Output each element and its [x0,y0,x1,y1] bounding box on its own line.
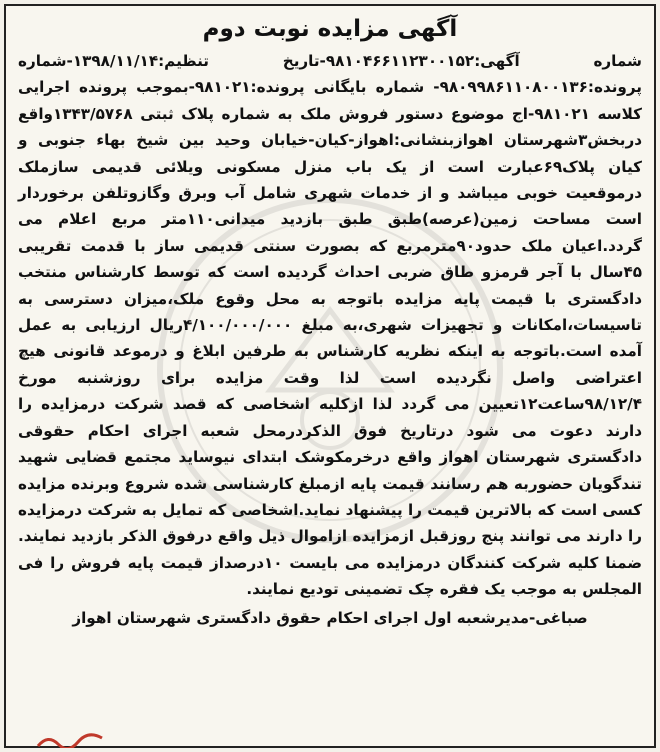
notice-title: آگهی مزایده نوبت دوم [202,16,458,42]
auction-notice [4,4,656,748]
notice-body: شماره آگهی:۹۸۱۰۴۶۶۱۱۲۳۰۰۱۵۲-تاریخ تنظیم:۱۳۹۸/۱۱/۱۴-شماره پرونده:۹۸۰۹۹۸۶۱۱۰۸۰۰۱۳۶- شماره بایگانی پرونده:۹۸۱۰۲۱-بموجب پرونده اجرایی کلاسه ۹۸۱۰۲۱-اج موضوع دستور فروش ملک به شماره پلاک ثبتی ۱۳۴۳/۵۷۶۸واقع دربخش۳شهرستان اهوازبنشانی:اهواز-کیان-خیابان وحید بین شیخ بهاء جنوبی و کیان پلاک۶۹عبارت است از یک باب منزل مسکونی ویلائی قدیمی سازملک درموقعیت خوبی میباشد و از خدمات شهری شامل آب وبرق وگازوتلفن برخوردار است مساحت زمین(عرصه)طبق طبق بازدید میدانی۱۱۰متر مربع اعلام می گردد.اعیان ملک حدود۹۰مترمربع که بصورت سنتی قدیمی ساز با قدمت تقریبی ۴۵سال با آجر قرمزو طاق ضربی احداث گردیده است که توسط کارشناس منتخب دادگستری با قیمت پایه مزایده باتوجه به محل وقوع ملک،میزان دسترسی به تاسیسات،امکانات و تجهیزات شهری،به مبلغ ۴/۱۰۰/۰۰۰/۰۰۰ریال ارزیابی به عمل آمده است.باتوجه به اینکه نظریه کارشناس به طرفین ابلاغ و درموعد قانونی هیچ اعتراضی واصل نگردیده است لذا وقت مزایده برای روزشنبه مورخ ۹۸/۱۲/۴ساعت۱۲تعیین می گردد لذا ازکلیه اشخاصی که قصد شرکت درمزایده را دارند دعوت می شود درتاریخ فوق الذکردرمحل شعبه اجرای احکام حقوقی دادگستری شهرستان اهواز واقع درخرمکوشک ابتدای نیوساید مجتمع قضایی شهید تندگویان حضوربه هم رسانند قیمت پایه ازمبلغ کارشناسی شده شروع وبرنده مزایده کسی است که بالاترین قیمت را پیشنهاد نماید.اشخاصی که تمایل به شرکت درمزایده را دارند می توانند پنج روزقبل ازمزایده ازاموال ذیل واقع درفوق الذکر بازدید نمایند. ضمنا کلیه شرکت کنندگان درمزایده می بایست ۱۰درصداز قیمت پایه فروش را فی المجلس به موجب یک فقره چک تضمینی تودیع نمایند. [18,52,643,599]
notice-signature: صباغی-مدیرشعبه اول اجرای احکام حقوق دادگستری شهرستان اهواز [72,608,588,627]
